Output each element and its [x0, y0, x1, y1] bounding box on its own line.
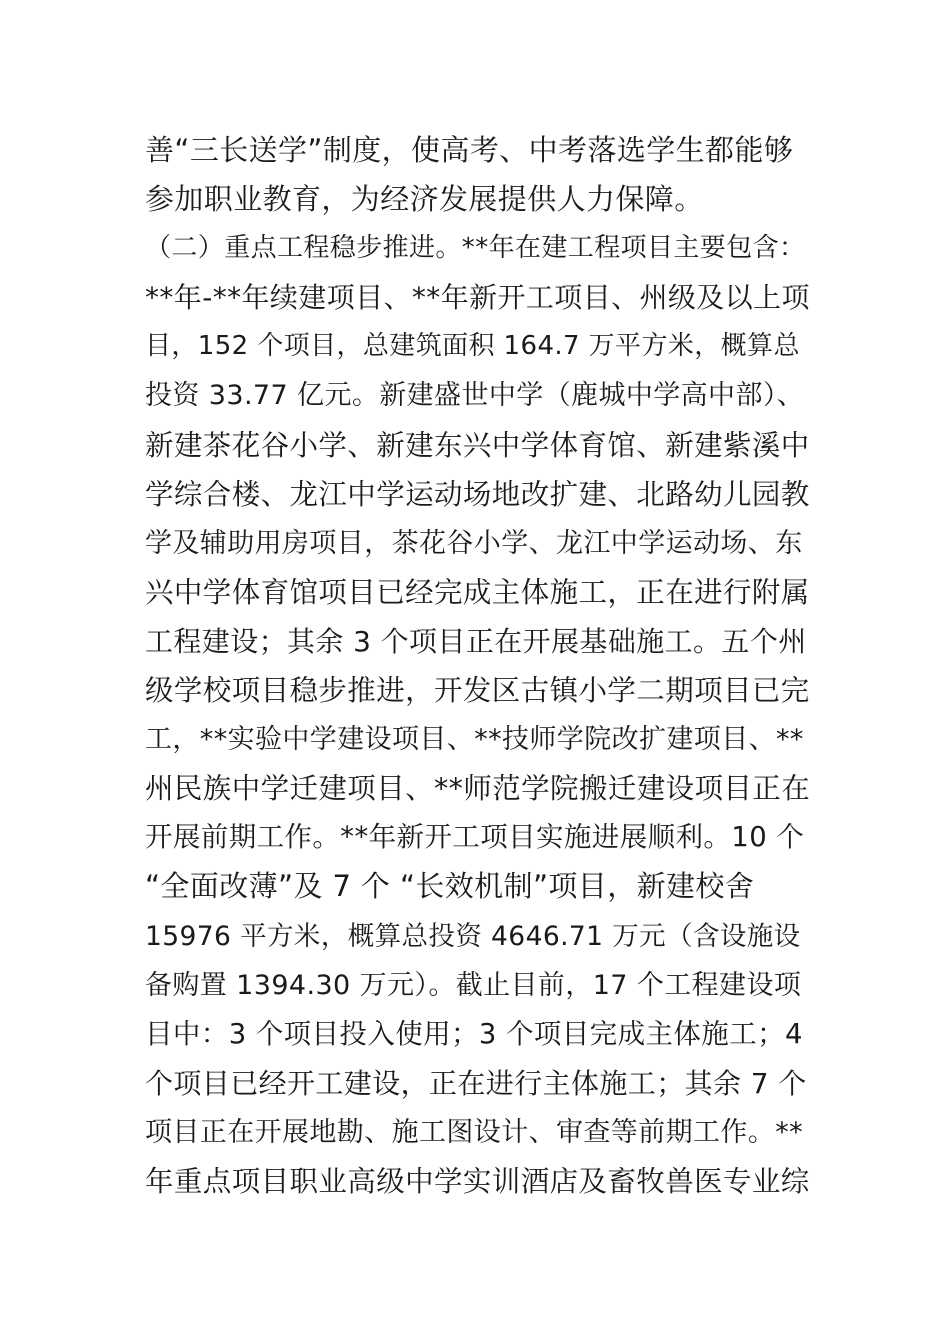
text-line: 级学校项目稳步推进，开发区古镇小学二期项目已完: [145, 674, 810, 708]
text-line: 州民族中学迁建项目、**师范学院搬迁建设项目正在: [145, 772, 811, 806]
text-line: 善“三长送学”制度，使高考、中考落选学生都能够: [145, 133, 794, 167]
text-line: 备购置 1394.30 万元）。截止目前，17 个工程建设项: [145, 969, 802, 1001]
text-line: 兴中学体育馆项目已经完成主体施工，正在进行附属: [145, 575, 810, 609]
text-line: 投资 33.77 亿元。新建盛世中学（鹿城中学高中部）、: [145, 380, 805, 412]
text-line: 目中：3 个项目投入使用；3 个项目完成主体施工；4: [145, 1017, 803, 1050]
body-text: [145, 126, 810, 1206]
text-line: 学综合楼、龙江中学运动场地改扩建、北路幼儿园教: [145, 477, 810, 511]
text-line: 新建茶花谷小学、新建东兴中学体育馆、新建紫溪中: [145, 428, 810, 462]
text-line: **年-**年续建项目、**年新开工项目、州级及以上项: [145, 281, 810, 315]
text-line: 工程建设；其余 3 个项目正在开展基础施工。五个州: [145, 624, 807, 658]
text-line: “全面改薄”及 7 个 “长效机制”项目，新建校舍: [145, 869, 755, 904]
text-line: 项目正在开展地勘、施工图设计、审查等前期工作。**: [145, 1116, 803, 1148]
text-line: 个项目已经开工建设，正在进行主体施工；其余 7 个: [145, 1066, 807, 1100]
text-line: 开展前期工作。**年新开工项目实施进展顺利。10 个: [145, 821, 805, 854]
text-line: 15976 平方米，概算总投资 4646.71 万元（含设施设: [145, 920, 801, 952]
text-line: 目，152 个项目，总建筑面积 164.7 万平方米，概算总: [145, 331, 800, 362]
text-line: 学及辅助用房项目，茶花谷小学、龙江中学运动场、东: [145, 527, 803, 559]
text-line: （二）重点工程稳步推进。**年在建工程项目主要包含：: [145, 233, 806, 264]
text-line: 工，**实验中学建设项目、**技师学院改扩建项目、**: [145, 724, 804, 756]
text-line: 年重点项目职业高级中学实训酒店及畜牧兽医专业综: [145, 1164, 810, 1198]
text-line: 参加职业教育，为经济发展提供人力保障。: [145, 182, 704, 217]
